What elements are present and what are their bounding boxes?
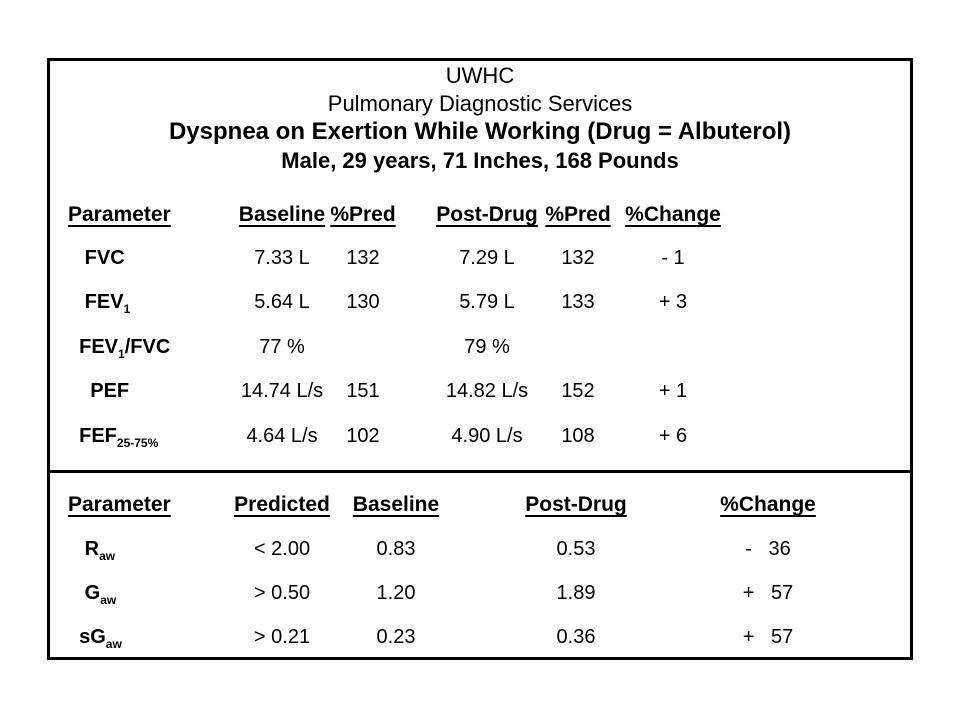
section-divider [50,470,910,473]
cell-baseline: 77 % [259,336,305,358]
resistance-col-parameter: Parameter [68,493,171,516]
cell-pred-baseline: 151 [346,380,380,402]
resistance-row-gaw [50,580,910,606]
cell-predicted: > 0.50 [253,582,311,604]
cell-baseline: 0.23 [376,626,416,648]
spirometry-row-fef25-75 [50,423,910,449]
spirometry-row-fvc [50,245,910,271]
cell-postdrug: 7.29 L [459,247,515,269]
spirometry-col-pred-postdrug: %Pred [545,203,611,226]
resistance-col-baseline: Baseline [352,493,440,516]
cell-change: - 1 [661,247,685,269]
parameter-label: $FEV_1$ [68,291,131,316]
resistance-row-raw [50,536,910,562]
resistance-col-predicted: Predicted [234,493,330,516]
parameter-label: $FEV_1$/FVC [68,336,171,361]
spirometry-row-pef [50,378,910,404]
cell-postdrug: 79 % [464,336,510,358]
spirometry-col-pred-baseline: %Pred [330,203,396,226]
slide-frame [47,58,913,660]
cell-change: - 36 [745,538,791,560]
resistance-col-change: %Change [720,493,816,516]
parameter-label: $G_{aw}$ [68,582,117,607]
cell-postdrug: 4.90 L/s [451,425,523,447]
cell-change: + 57 [742,582,794,604]
cell-postdrug: 1.89 [556,582,596,604]
cell-postdrug: 0.36 [556,626,596,648]
parameter-label: $sG_{aw}$ [68,626,122,651]
cell-postdrug: 14.82 L/s [445,380,529,402]
parameter-label: FVC [68,247,125,269]
spirometry-col-baseline: Baseline [238,203,326,226]
spirometry-header-row [50,202,910,228]
spirometry-row-fev1 [50,289,910,315]
cell-change: + 6 [658,425,688,447]
cell-baseline: 14.74 L/s [240,380,324,402]
cell-baseline: 5.64 L [254,291,310,313]
spirometry-row-fev1-fvc [50,334,910,360]
resistance-row-sgaw [50,624,910,650]
department-name: Pulmonary Diagnostic Services [327,91,633,116]
resistance-col-postdrug: Post-Drug [525,493,627,516]
cell-pred-postdrug: 152 [561,380,595,402]
cell-pred-baseline: 132 [346,247,380,269]
spirometry-col-postdrug: Post-Drug [436,203,538,226]
cell-change: + 57 [742,626,794,648]
cell-pred-postdrug: 108 [561,425,595,447]
report-title: Dyspnea on Exertion While Working (Drug = Albuterol) [168,118,792,145]
cell-baseline: 7.33 L [254,247,310,269]
cell-baseline: 1.20 [376,582,416,604]
cell-postdrug: 5.79 L [459,291,515,313]
patient-info: Male, 29 years, 71 Inches, 168 Pounds [281,148,679,173]
cell-pred-postdrug: 132 [561,247,595,269]
cell-predicted: > 0.21 [253,626,311,648]
cell-change: + 1 [658,380,688,402]
cell-baseline: 0.83 [376,538,416,560]
cell-predicted: < 2.00 [253,538,311,560]
spirometry-col-change: %Change [625,203,721,226]
cell-pred-baseline: 102 [346,425,380,447]
parameter-label: PEF [68,380,130,402]
parameter-label: $R_{aw}$ [68,538,116,563]
org-name: UWHC [445,63,515,88]
cell-pred-postdrug: 133 [561,291,595,313]
cell-baseline: 4.64 L/s [246,425,318,447]
cell-change: + 3 [658,291,688,313]
cell-postdrug: 0.53 [556,538,596,560]
resistance-header-row [50,492,910,518]
cell-pred-baseline: 130 [346,291,380,313]
spirometry-col-parameter: Parameter [68,203,171,226]
parameter-label: $FEF_{25-75\%}$ [68,425,159,450]
